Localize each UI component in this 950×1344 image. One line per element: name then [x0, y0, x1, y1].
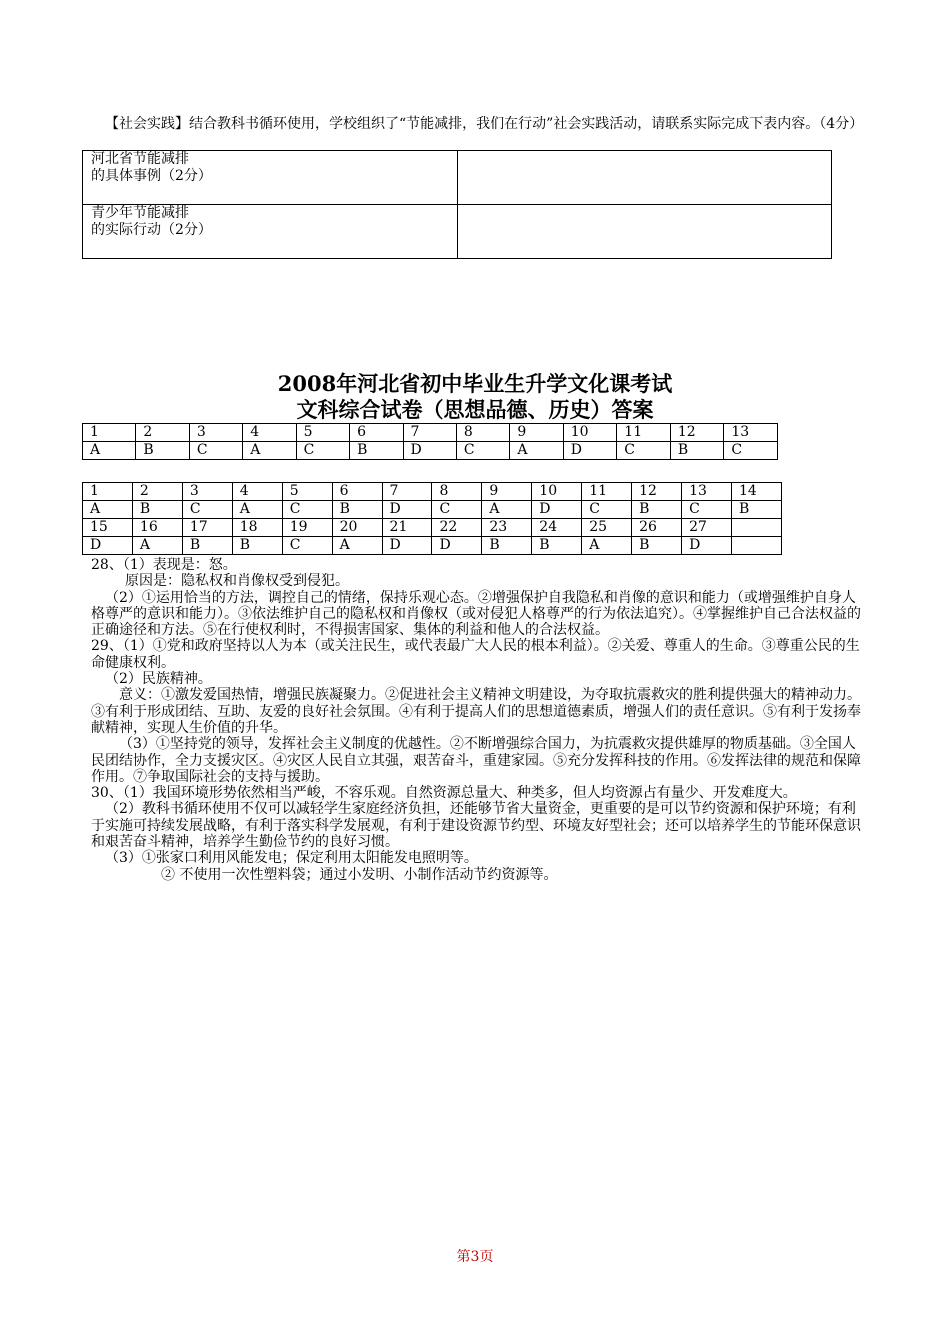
- question-number-cell: 4: [232, 483, 282, 501]
- question-number-cell: 6: [350, 424, 403, 442]
- answer-letter-cell: D: [532, 501, 582, 519]
- answer-letter-cell: B: [232, 537, 282, 555]
- question-number-cell: 7: [403, 424, 456, 442]
- answer-title-line2: 文科综合试卷（思想品德、历史）答案: [296, 397, 654, 422]
- answer-table-2: [82, 482, 782, 555]
- answer-letter-cell: C: [189, 442, 242, 460]
- page-number: 第3页: [456, 1249, 494, 1265]
- answer-letter-cell: B: [532, 537, 582, 555]
- practice-row-label: [83, 205, 458, 259]
- table-row: [83, 519, 782, 537]
- question-number-cell: 1: [83, 424, 136, 442]
- practice-label-line1: 河北省节能减排: [91, 151, 189, 167]
- answer-letter-cell: A: [132, 537, 182, 555]
- question-number-cell: 25: [582, 519, 632, 537]
- answer-letter-cell: C: [432, 501, 482, 519]
- question-number-cell: 20: [332, 519, 382, 537]
- answer-letter-cell: C: [282, 501, 332, 519]
- question-number-cell: 15: [83, 519, 133, 537]
- answer-letter-cell: B: [731, 501, 781, 519]
- question-number-cell: 26: [632, 519, 682, 537]
- answer-paragraph: 30、（1）我国环境形势依然相当严峻，不容乐观。自然资源总量大、种类多，但人均资源占有量少、开发难度大。: [91, 785, 797, 802]
- answer-letter-cell: D: [83, 537, 133, 555]
- answer-letter-cell: B: [670, 442, 724, 460]
- answer-letter-cell: C: [282, 537, 332, 555]
- question-number-cell: 3: [182, 483, 232, 501]
- answer-paragraph: 28、（1）表现是：怒。: [91, 557, 237, 573]
- answer-paragraph: （3）①张家口利用风能发电；保定利用太阳能发电照明等。: [105, 850, 478, 867]
- table-row: [83, 537, 782, 555]
- question-number-cell: 21: [382, 519, 432, 537]
- answer-letter-cell: A: [232, 501, 282, 519]
- question-number-cell: 6: [332, 483, 382, 501]
- question-number-cell: 14: [731, 483, 781, 501]
- answer-letter-cell: C: [724, 442, 778, 460]
- question-number-cell: 23: [482, 519, 532, 537]
- answer-letter-cell: A: [332, 537, 382, 555]
- question-number-cell: 2: [132, 483, 182, 501]
- question-number-cell: 11: [617, 424, 671, 442]
- answer-letter-cell: D: [432, 537, 482, 555]
- question-number-cell: [731, 519, 781, 537]
- answer-letter-cell: D: [682, 537, 732, 555]
- answer-paragraph: （3）①坚持党的领导，发挥社会主义制度的优越性。②不断增强综合国力，为抗震救灾提供雄厚的物质基础。③全国人民团结协作，全力支援灾区。④灾区人民自立其强，艰苦奋斗，重建家园。⑤充分发挥科技的作用。⑥发挥法律的规范和保障作用。⑦争取国际社会的支持与援助。: [91, 736, 861, 785]
- question-number-cell: 10: [563, 424, 617, 442]
- question-number-cell: 3: [189, 424, 242, 442]
- answer-letter-cell: C: [682, 501, 732, 519]
- answer-letter-cell: C: [617, 442, 671, 460]
- question-number-cell: 4: [243, 424, 296, 442]
- social-practice-intro: 【社会实践】结合教科书循环使用，学校组织了“节能减排，我们在行动”社会实践活动，请联系实际完成下表内容。（4分）: [105, 116, 864, 132]
- table-row: [83, 483, 782, 501]
- question-number-cell: 7: [382, 483, 432, 501]
- answer-letter-cell: B: [350, 442, 403, 460]
- answer-letter-cell: B: [136, 442, 189, 460]
- answer-letter-cell: B: [632, 501, 682, 519]
- question-number-cell: 5: [282, 483, 332, 501]
- question-number-cell: 1: [83, 483, 133, 501]
- answer-paragraph: （2）民族精神。: [105, 671, 212, 688]
- answer-letter-cell: [731, 537, 781, 555]
- question-number-cell: 10: [532, 483, 582, 501]
- answer-letter-cell: B: [632, 537, 682, 555]
- answer-letter-cell: B: [332, 501, 382, 519]
- answer-letter-cell: D: [382, 501, 432, 519]
- practice-row: [83, 151, 832, 205]
- question-number-cell: 22: [432, 519, 482, 537]
- answer-paragraph: （2）①运用恰当的方法，调控自己的情绪，保持乐观心态。②增强保护自我隐私和肖像的意识和能力（或增强维护自身人格尊严的意识和能力）。③依法维护自己的隐私权和肖像权（或对侵犯人格尊严的行为依法追究）。④掌握维护自己合法权益的正确途径和方法。⑤在行使权利时，不得损害国家、集体的利益和他人的合法权益。: [91, 589, 861, 639]
- answer-letter-cell: B: [132, 501, 182, 519]
- question-number-cell: 5: [296, 424, 349, 442]
- answer-letter-cell: B: [482, 537, 532, 555]
- question-number-cell: 13: [724, 424, 778, 442]
- table-row: [83, 424, 778, 442]
- question-number-cell: 9: [482, 483, 532, 501]
- answer-letter-cell: D: [382, 537, 432, 555]
- question-number-cell: 16: [132, 519, 182, 537]
- answer-paragraph: ② 不使用一次性塑料袋；通过小发明、小制作活动节约资源等。: [161, 866, 558, 883]
- practice-row-label: [83, 151, 458, 205]
- social-practice-table: [82, 150, 832, 259]
- answer-paragraph: 意义：①激发爱国热情，增强民族凝聚力。②促进社会主义精神文明建设，为夺取抗震救灾的胜利提供强大的精神动力。③有利于形成团结、互助、友爱的良好社会氛围。④有利于提高人们的思想道德素质，增强人们的责任意识。⑤有利于发扬奉献精神，实现人生价值的升华。: [91, 687, 861, 736]
- answer-explanations: [91, 557, 861, 883]
- practice-label-line1: 青少年节能减排: [91, 205, 189, 221]
- question-number-cell: 2: [136, 424, 189, 442]
- question-number-cell: 27: [682, 519, 732, 537]
- question-number-cell: 17: [182, 519, 232, 537]
- answer-letter-cell: D: [403, 442, 456, 460]
- practice-answer-cell[interactable]: [458, 151, 832, 205]
- answer-letter-cell: A: [243, 442, 296, 460]
- question-number-cell: 11: [582, 483, 632, 501]
- answer-paragraph: 原因是：隐私权和肖像权受到侵犯。: [125, 573, 349, 590]
- answer-letter-cell: A: [482, 501, 532, 519]
- practice-label-line2: 的具体事例（2分）: [91, 168, 212, 184]
- question-number-cell: 12: [632, 483, 682, 501]
- table-row: [83, 501, 782, 519]
- question-number-cell: 19: [282, 519, 332, 537]
- answer-letter-cell: C: [456, 442, 509, 460]
- answer-letter-cell: C: [296, 442, 349, 460]
- question-number-cell: 12: [670, 424, 724, 442]
- question-number-cell: 8: [432, 483, 482, 501]
- practice-answer-cell[interactable]: [458, 205, 832, 259]
- answer-letter-cell: C: [182, 501, 232, 519]
- answer-paragraph: 29、（1）①党和政府坚持以人为本（或关注民生，或代表最广大人民的根本利益）。②关爱、尊重人的生命。③尊重公民的生命健康权利。: [91, 638, 860, 671]
- practice-label-line2: 的实际行动（2分）: [91, 222, 212, 238]
- answer-letter-cell: D: [563, 442, 617, 460]
- answer-letter-cell: B: [182, 537, 232, 555]
- question-number-cell: 8: [456, 424, 509, 442]
- table-row: [83, 442, 778, 460]
- question-number-cell: 18: [232, 519, 282, 537]
- question-number-cell: 24: [532, 519, 582, 537]
- answer-letter-cell: A: [582, 537, 632, 555]
- answer-letter-cell: C: [582, 501, 632, 519]
- question-number-cell: 13: [682, 483, 732, 501]
- answer-title-line1: 2008年河北省初中毕业生升学文化课考试: [277, 371, 673, 396]
- answer-letter-cell: A: [83, 501, 133, 519]
- answer-letter-cell: A: [510, 442, 563, 460]
- practice-row: [83, 205, 832, 259]
- answer-letter-cell: A: [83, 442, 136, 460]
- answer-paragraph: （2）教科书循环使用不仅可以减轻学生家庭经济负担，还能够节省大量资金，更重要的是可以节约资源和保护环境；有利于实施可持续发展战略，有利于落实科学发展观，有利于建设资源节约型、环境友好型社会；还可以培养学生的节能环保意识和艰苦奋斗精神，培养学生勤俭节约的良好习惯。: [91, 801, 861, 851]
- answer-table-1: [82, 423, 778, 460]
- question-number-cell: 9: [510, 424, 563, 442]
